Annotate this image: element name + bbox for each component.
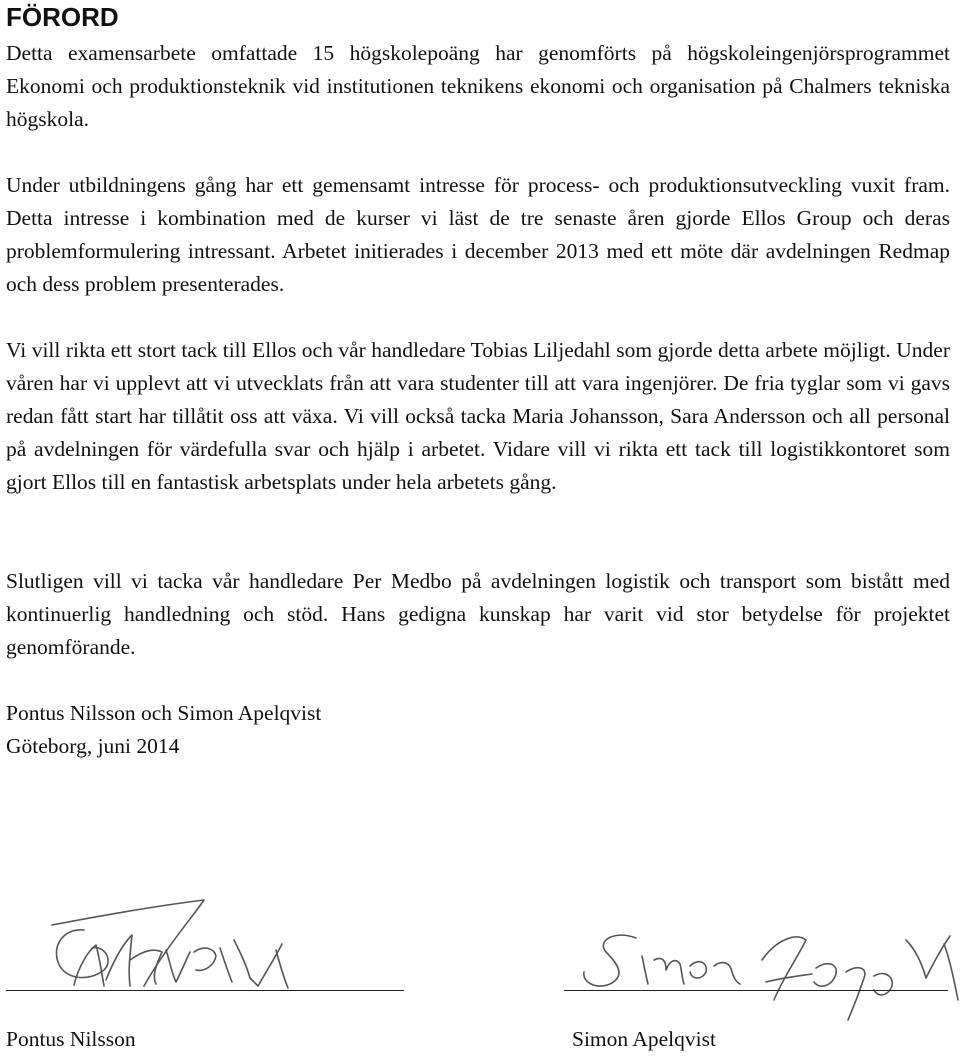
signature-pontus-nilsson <box>44 890 294 990</box>
signoff-place-date: Göteborg, juni 2014 <box>6 734 180 758</box>
paragraph-background: Under utbildningens gång har ett gemensamt intresse för process- och produktionsutveckling vuxit fram. Detta intresse i kombination med de kurser vi läst de tre senaste åren gjorde Ellos Group och deras problemformulering intressant. Arbetet initierades i december 2013 med ett möte där avdelningen Redmap och dess problem presenterades. <box>6 173 950 296</box>
signature-simon-apelqvist <box>566 920 960 1030</box>
paragraph-intro: Detta examensarbete omfattade 15 högskolepoäng har genomförts på högskoleingenjörsprogrammet Ekonomi och produktionsteknik vid institutionen teknikens ekonomi och organisation på Chalmers tekniska högskola. <box>6 41 950 131</box>
signature-name-1: Pontus Nilsson <box>6 1027 136 1051</box>
signature-line-2 <box>564 990 948 991</box>
signoff-block <box>6 697 321 763</box>
paragraph-supervisor-thanks: Slutligen vill vi tacka vår handledare Per Medbo på avdelningen logistik och transport som bistått med kontinuerlig handledning och stöd. Hans gedigna kunskap har varit vid stor betydelse för projektet genomförande. <box>6 569 950 659</box>
signoff-authors: Pontus Nilsson och Simon Apelqvist <box>6 701 322 725</box>
signature-name-2: Simon Apelqvist <box>572 1027 716 1051</box>
paragraph-acknowledgement: Vi vill rikta ett stort tack till Ellos och vår handledare Tobias Liljedahl som gjorde detta arbete möjligt. Under våren har vi upplevt att vi utvecklats från att vara studenter till att vara ingenjörer. De fria tyglar som vi gavs redan fått start har tillåtit oss att växa. Vi vill också tacka Maria Johansson, Sara Andersson och all personal på avdelningen för värdefulla svar och hjälp i arbetet. Vidare vill vi rikta ett tack till logistikkontoret som gjort Ellos till en fantastisk arbetsplats under hela arbetets gång. <box>6 338 950 494</box>
signature-line-1 <box>6 990 404 991</box>
page-title: FÖRORD <box>6 2 119 32</box>
